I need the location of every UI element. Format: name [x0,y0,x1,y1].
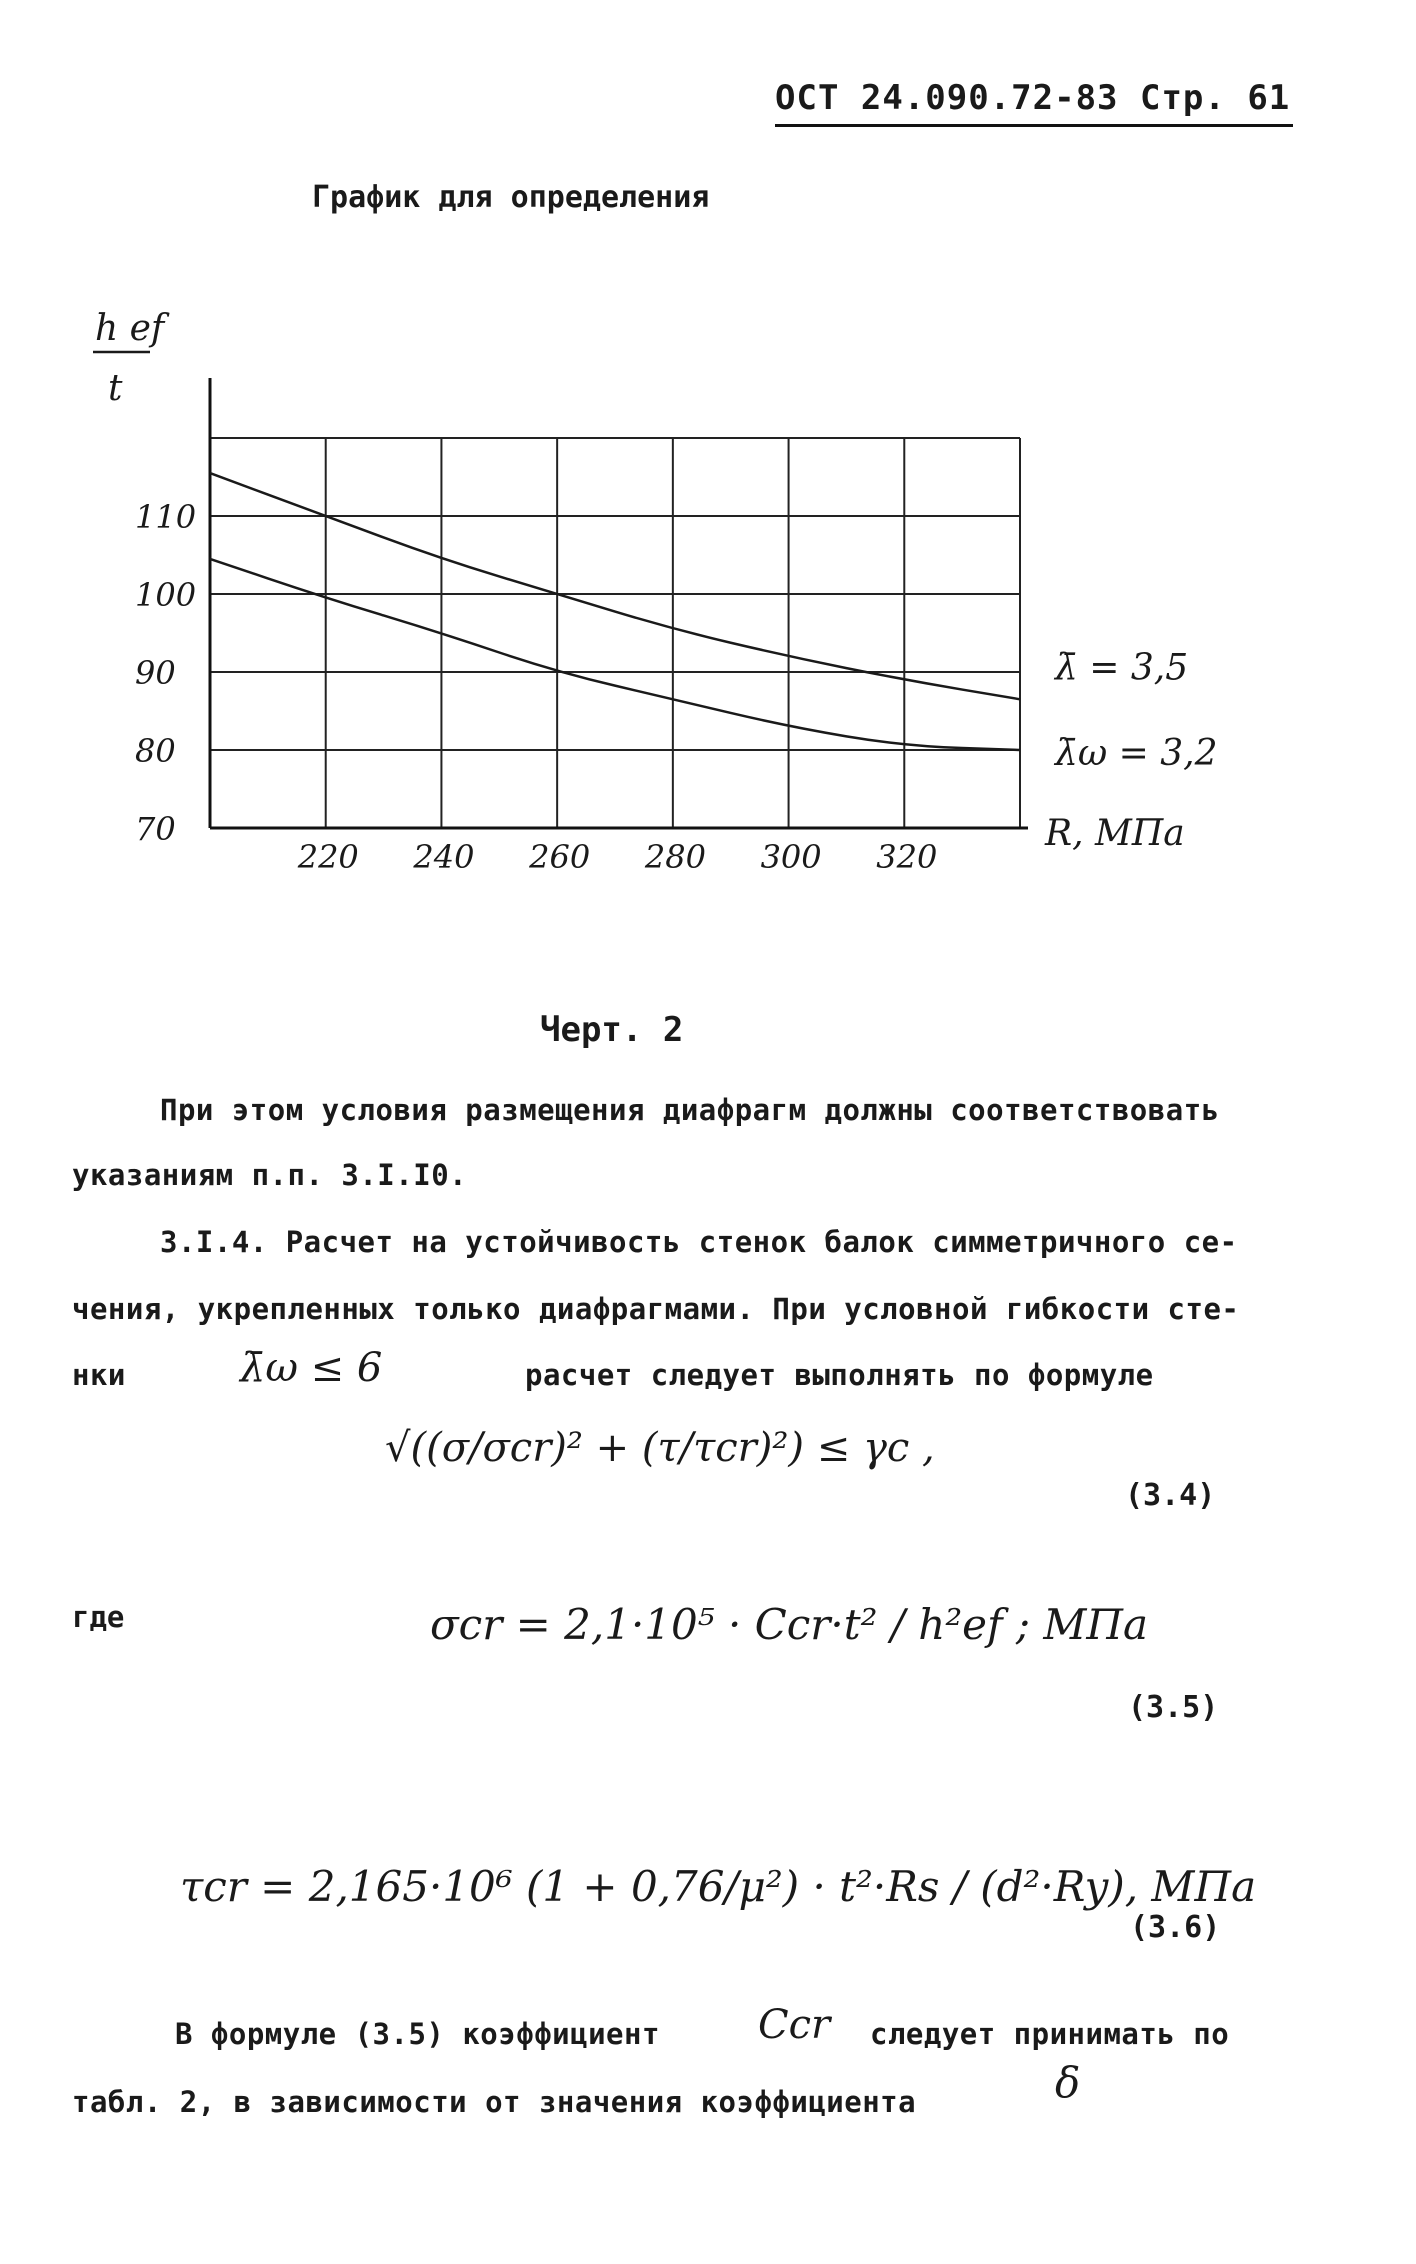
coefficient-symbol: Ccr [758,2002,831,2048]
chart-grid [210,438,1020,828]
paragraph-3-line-1-end: следует принимать по [870,2017,1230,2051]
paragraph-2-line-3-start: нки [72,1358,126,1392]
delta-symbol: δ [1055,2058,1081,2107]
document-header: ОСТ 24.090.72-83 Стр. 61 [775,78,1291,118]
x-tick-label-220: 220 [297,838,359,876]
series-line-1 [210,473,1020,699]
header-underline [775,124,1293,127]
legend-label-2: λ̄ω = 3,2 [1055,733,1218,774]
formula-3-6-number: (3.6) [1130,1910,1221,1945]
x-axis-label: R, МПа [1045,813,1185,854]
paragraph-3-line-1-start: В формуле (3.5) коэффициент [175,2017,660,2051]
chart-legend [1053,647,1217,774]
series-line-2 [210,559,1020,750]
y-axis-label-denominator: t [108,368,123,409]
x-tick-label-240: 240 [413,838,475,876]
paragraph-1-line-1: При этом условия размещения диафрагм должны соответствовать [160,1093,1220,1127]
formula-3-4-number: (3.4) [1125,1478,1216,1513]
x-tick-label-300: 300 [760,838,822,876]
where-label: где [72,1600,125,1634]
y-tick-label-100: 100 [135,576,197,614]
paragraph-2-line-2: чения, укрепленных только диафрагмами. При условной гибкости сте- [72,1292,1240,1326]
paragraph-3-line-2: табл. 2, в зависимости от значения коэффициента [72,2085,917,2119]
y-tick-label-80: 80 [135,732,176,770]
paragraph-2-line-1: 3.I.4. Расчет на устойчивость стенок балок симметричного се- [160,1225,1238,1259]
x-tick-label-280: 280 [644,838,706,876]
slenderness-condition: λ̄ω ≤ 6 [240,1345,383,1391]
chart-caption: График для определения [312,180,710,215]
chart [0,300,1416,900]
paragraph-1-line-2: указаниям п.п. 3.I.I0. [72,1158,468,1192]
chart-axes [210,378,1028,828]
formula-3-6: τcr = 2,165·10⁶ (1 + 0,76/μ²) · t²·Rs / (d²·Ry), МПа [180,1862,1257,1911]
y-tick-label-90: 90 [135,654,176,692]
legend-label-1: λ̄ = 3,5 [1055,647,1189,689]
y-tick-label-70: 70 [135,810,176,848]
y-axis-label-numerator: h ef [95,308,165,349]
x-tick-label-260: 260 [529,838,591,876]
formula-3-5-number: (3.5) [1128,1690,1219,1725]
paragraph-2-line-3-end: расчет следует выполнять по формуле [525,1358,1154,1392]
formula-3-5: σcr = 2,1·10⁵ · Ccr·t² / h²ef ; МПа [430,1600,1149,1649]
y-axis-label [93,308,170,409]
figure-label: Черт. 2 [540,1010,684,1050]
x-tick-label-320: 320 [876,838,938,876]
chart-ticks [135,498,937,876]
y-tick-label-110: 110 [135,498,197,536]
chart-series [210,473,1020,750]
formula-3-4: √((σ/σcr)² + (τ/τcr)²) ≤ γc , [385,1425,935,1471]
